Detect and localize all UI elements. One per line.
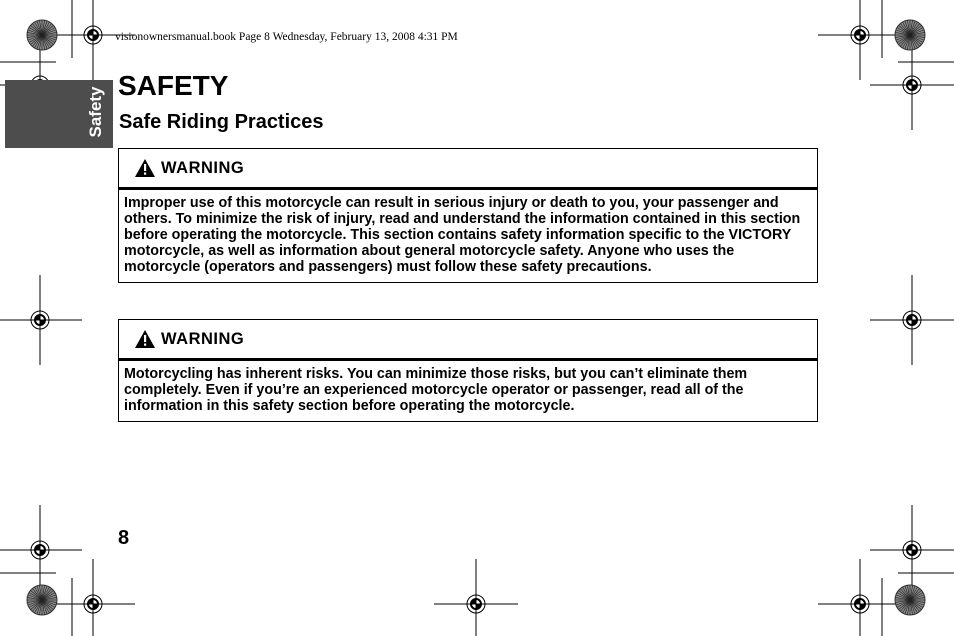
warning-header (119, 320, 817, 361)
page-number: 8 (118, 527, 130, 549)
section-tab-label: Safety (86, 86, 105, 138)
warning-header (119, 149, 817, 190)
warning-text: Improper use of this motorcycle can result in serious injury or death to you, your passenger and others. To minimize the risk of injury, read and understand the information contained in this section before operating the motorcycle. This section contains safety information specific to the VICTORY motorcycle, as well as information about general motorcycle safety. Anyone who uses the motorcycle (operators and passengers) must follow these safety precautions. (124, 195, 801, 275)
warning-triangle-icon (135, 330, 155, 348)
warning-box-1 (118, 148, 818, 283)
warning-box-2 (118, 319, 818, 422)
warning-text: Motorcycling has inherent risks. You can minimize those risks, but you can’t eliminate them completely. Even if you’re an experienced motorcycle operator or passenger, read all of the information in this safety section before operating the motorcycle. (124, 366, 748, 414)
page-title: SAFETY (118, 70, 229, 101)
warning-triangle-icon (135, 159, 155, 177)
warning-label: WARNING (161, 329, 245, 348)
print-header: visionownersmanual.book Page 8 Wednesday, February 13, 2008 4:31 PM (115, 31, 458, 43)
warning-label: WARNING (161, 158, 245, 177)
section-subtitle: Safe Riding Practices (119, 111, 324, 133)
